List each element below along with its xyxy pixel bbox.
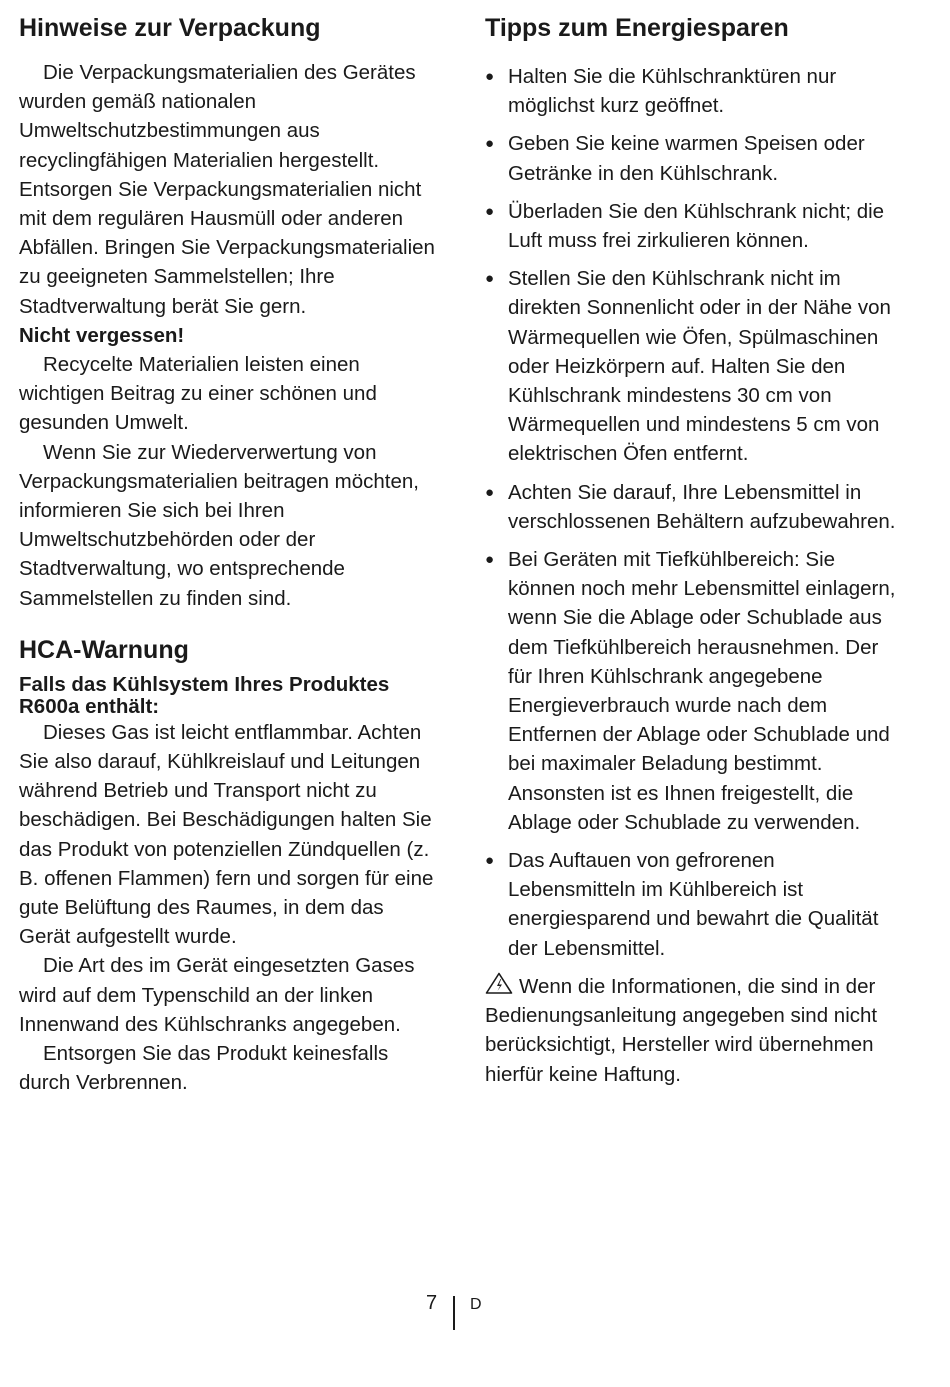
packaging-paragraph-1: Die Verpackungsmaterialien des Gerätes wurden gemäß nationalen Umweltschutzbestimmungen aus recyclingfähigen Materialien hergestellt. Entsorgen Sie Verpackungsmaterialien nicht mit dem regulären Hausmüll oder anderen Abfällen. Bringen Sie Verpackungsmaterialien zu geeigneten Sammelstellen; Ihre Stadtverwaltung berät Sie gern. (19, 61, 435, 318)
list-item (485, 197, 905, 255)
bullet-icon: ● (485, 483, 495, 501)
bullet-icon: ● (485, 852, 495, 870)
list-item (485, 129, 905, 187)
list-item (485, 264, 905, 468)
warning-triangle-icon (485, 972, 513, 994)
bullet-icon: ● (485, 551, 495, 569)
hca-paragraph-3: Entsorgen Sie das Produkt keinesfalls durch Verbrennen. (19, 1042, 389, 1095)
bullet-icon: ● (485, 68, 495, 85)
left-column (19, 10, 439, 1098)
tip-text: Das Auftauen von gefrorenen Lebensmitteln im Kühlbereich ist energiesparend und bewahrt die Qualität der Lebensmittel. (508, 849, 879, 960)
list-item (485, 478, 905, 536)
bullet-icon: ● (485, 135, 495, 153)
hca-paragraph-2: Die Art des im Gerät eingesetzten Gases wird auf dem Typenschild an der linken Innenwand des Kühlschranks angegeben. (19, 954, 415, 1036)
packaging-paragraph-2: Recycelte Materialien leisten einen wichtigen Beitrag zu einer schönen und gesunden Umwelt. (19, 353, 377, 435)
packaging-paragraph-3: Wenn Sie zur Wiederverwertung von Verpackungsmaterialien beitragen möchten, informieren Sie sich bei Ihren Umweltschutzbehörden oder der Stadtverwaltung, wo entsprechende Sammelstellen zu finden sind. (19, 440, 419, 610)
tip-text: Achten Sie darauf, Ihre Lebensmittel in verschlossenen Behältern aufzubewahren. (508, 480, 896, 533)
list-item (485, 846, 905, 963)
language-code: D (470, 1296, 482, 1313)
hca-subheading: Falls das Kühlsystem Ihres Produktes R600a enthält: (19, 672, 390, 718)
tip-text: Überladen Sie den Kühlschrank nicht; die Luft muss frei zirkulieren können. (508, 199, 885, 253)
right-column (485, 10, 905, 1089)
tip-text: Geben Sie keine warmen Speisen oder Getränke in den Kühlschrank. (508, 132, 865, 185)
tip-text: Stellen Sie den Kühlschrank nicht im direkten Sonnenlicht oder in der Nähe von Wärmequellen wie Öfen, Spülmaschinen oder Heizkörpern auf. Halten Sie den Kühlschrank mindestens 30 cm von Wärmequellen und mindestens 5 cm von elektrischen Öfen entfernt. (508, 267, 891, 466)
list-item (485, 545, 905, 837)
list-item (485, 62, 905, 120)
energy-tips-list (485, 62, 905, 963)
packaging-title: Hinweise zur Verpackung (19, 14, 321, 42)
hca-warning-title: HCA-Warnung (19, 635, 189, 664)
energy-tips-title: Tipps zum Energiesparen (485, 14, 789, 42)
liability-warning (485, 972, 885, 1089)
page-footer (0, 1288, 950, 1332)
warning-text: Wenn die Informationen, die sind in der Bedienungsanleitung angegeben sind nicht berücksichtigt, Hersteller wird übernehmen hierfür keine Haftung. (485, 974, 878, 1086)
reminder-heading: Nicht vergessen! (19, 323, 185, 347)
footer-divider (453, 1296, 455, 1330)
bullet-icon: ● (485, 270, 495, 288)
page-number: 7 (426, 1292, 438, 1314)
bullet-icon: ● (485, 202, 495, 220)
tip-text: Bei Geräten mit Tiefkühlbereich: Sie können noch mehr Lebensmittel einlagern, wenn Sie die Ablage oder Schublade aus dem Tiefkühlbereich herausnehmen. Der für Ihren Kühlschrank angegebene Energieverbrauch wurde nach dem Entfernen der Ablage oder Schublade und bei maximaler Beladung bestimmt. Ansonsten ist es Ihnen freigestellt, die Ablage oder Schublade zu verwenden. (508, 548, 896, 834)
hca-paragraph-1: Dieses Gas ist leicht entflammbar. Achten Sie also darauf, Kühlkreislauf und Leitungen während Betrieb und Transport nicht zu beschädigen. Bei Beschädigungen halten Sie das Produkt von potenziellen Zündquellen (z. B. offenen Flammen) fern und sorgen für eine gute Belüftung des Raumes, in dem das Gerät aufgestellt wurde. (19, 720, 434, 949)
tip-text: Halten Sie die Kühlschranktüren nur möglichst kurz geöffnet. (508, 65, 837, 118)
